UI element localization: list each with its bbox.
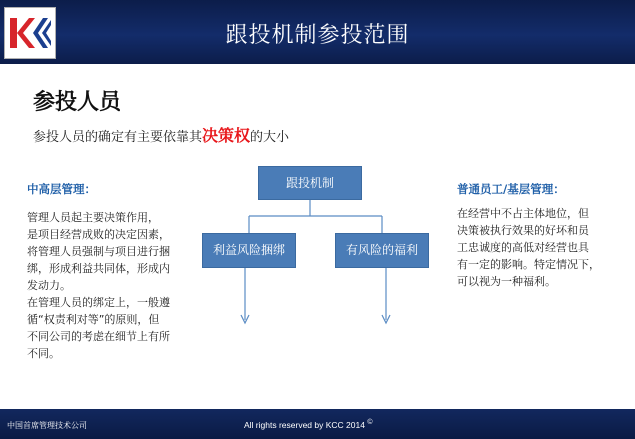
node-main	[258, 166, 362, 200]
node-left	[202, 233, 296, 268]
left-panel-line: 不同。	[27, 347, 60, 360]
right-panel-line: 工忠诚度的高低对经营也具	[457, 241, 589, 254]
copyright-mark: ©	[367, 419, 373, 426]
right-panel-line: 在经营中不占主体地位，但	[457, 207, 589, 220]
right-panel-line: 可以视为一种福利。	[457, 275, 556, 288]
left-panel-line: 是项目经营成败的决定因素，	[27, 228, 170, 241]
left-panel-line: 在管理人员的绑定上，一般遵	[27, 296, 170, 309]
right-panel-heading: 普通员工/基层管理：	[457, 182, 565, 196]
left-panel-line: 发动力。	[27, 279, 71, 292]
left-panel-line: 不同公司的考虑在细节上有所	[27, 330, 170, 343]
node-right-label: 有风险的福利	[345, 243, 418, 257]
slide-title: 跟投机制参投范围	[225, 23, 410, 48]
footer-company: 中国首席管理技术公司	[7, 421, 87, 430]
footer-rights	[244, 419, 373, 430]
subtitle-suffix: 的大小	[250, 130, 290, 145]
left-panel-line: 管理人员起主要决策作用，	[27, 211, 159, 224]
right-panel-line: 有一定的影响。特定情况下，	[457, 258, 600, 271]
footer-bar	[0, 409, 635, 439]
left-panel-heading: 中高层管理：	[27, 182, 96, 196]
node-main-label: 跟投机制	[285, 176, 334, 190]
left-panel-line: 将管理人员强制与项目进行捆	[27, 245, 170, 258]
subtitle-prefix: 参投人员的确定有主要依靠其	[33, 130, 203, 145]
footer-rights-text: All rights reserved by KCC 2014	[244, 419, 365, 430]
right-panel-line: 决策被执行效果的好坏和员	[457, 224, 589, 237]
left-panel-line: 循“权责利对等”的原则，但	[27, 313, 160, 326]
left-panel-line: 绑，形成利益共同体，形成内	[27, 262, 170, 275]
subtitle-highlight: 决策权	[202, 126, 251, 145]
node-left-label: 利益风险捆绑	[212, 243, 285, 257]
node-right	[335, 233, 429, 268]
section-title: 参投人员	[33, 90, 122, 115]
